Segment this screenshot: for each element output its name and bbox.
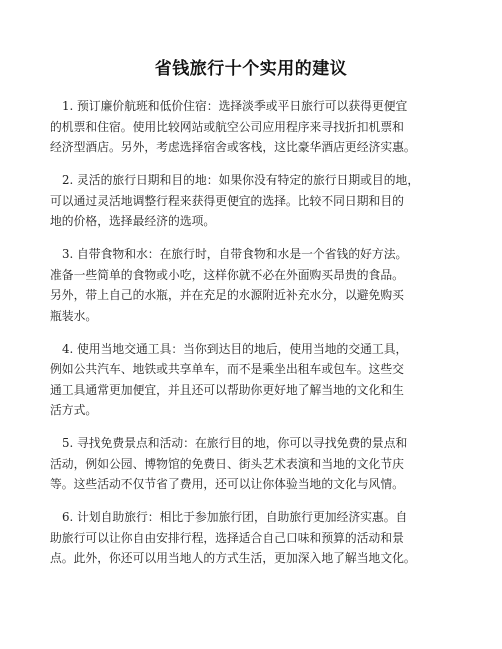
tip-line: 例如公共汽车、地铁或共享单车，而不是乘坐出租车或包车。这些交	[50, 362, 404, 376]
tip-item-6	[50, 507, 452, 569]
tips-list	[50, 96, 452, 569]
tip-line: 另外，带上自己的水瓶，并在充足的水源附近补充水分，以避免购买	[50, 288, 404, 302]
tip-item-4	[50, 339, 452, 421]
tip-line: 1. 预订廉价航班和低价住宿：选择淡季或平日旅行可以获得更便宜	[62, 99, 408, 113]
tip-item-1	[50, 96, 452, 158]
tip-line: 助旅行可以让你自由安排行程，选择适合自己口味和预算的活动和景	[50, 530, 404, 545]
tip-line: 活方式。	[50, 403, 98, 417]
tip-line: 6. 计划自助旅行：相比于参加旅行团，自助旅行更加经济实惠。自	[62, 510, 408, 524]
tip-line: 等。这些活动不仅节省了费用，还可以让你体验当地的文化与风情。	[50, 477, 404, 491]
tip-item-5	[50, 433, 452, 495]
tip-line: 点。此外，你还可以用当地人的方式生活，更加深入地了解当地文化。	[50, 551, 416, 565]
tip-line: 4. 使用当地交通工具：当你到达目的地后，使用当地的交通工具，	[62, 341, 408, 356]
tip-line: 2. 灵活的旅行日期和目的地：如果你没有特定的旅行日期或目的地，	[62, 173, 420, 187]
tip-line: 准备一些简单的食物或小吃，这样你就不必在外面购买昂贵的食品。	[50, 267, 404, 282]
tip-item-2	[50, 170, 452, 232]
tip-line: 地的价格，选择最经济的选项。	[50, 214, 216, 228]
tip-item-3	[50, 244, 452, 326]
tip-line: 3. 自带食物和水：在旅行时，自带食物和水是一个省钱的好方法。	[62, 247, 408, 261]
tip-line: 可以通过灵活地调整行程来获得更便宜的选择。比较不同日期和目的	[50, 193, 404, 208]
tip-line: 活动，例如公园、博物馆的免费日、街头艺术表演和当地的文化节庆	[50, 456, 404, 471]
tip-line: 瓶装水。	[50, 308, 98, 323]
tip-line: 5. 寻找免费景点和活动：在旅行目的地，你可以寻找免费的景点和	[62, 436, 408, 450]
tip-line: 的机票和住宿。使用比较网站或航空公司应用程序来寻找折扣机票和	[50, 119, 404, 134]
document-title: 省钱旅行十个实用的建议	[154, 59, 348, 79]
tip-line: 通工具通常更加便宜，并且还可以帮助你更好地了解当地的文化和生	[50, 382, 404, 397]
tip-line: 经济型酒店。另外，考虑选择宿舍或客栈，这比豪华酒店更经济实惠。	[50, 140, 416, 154]
